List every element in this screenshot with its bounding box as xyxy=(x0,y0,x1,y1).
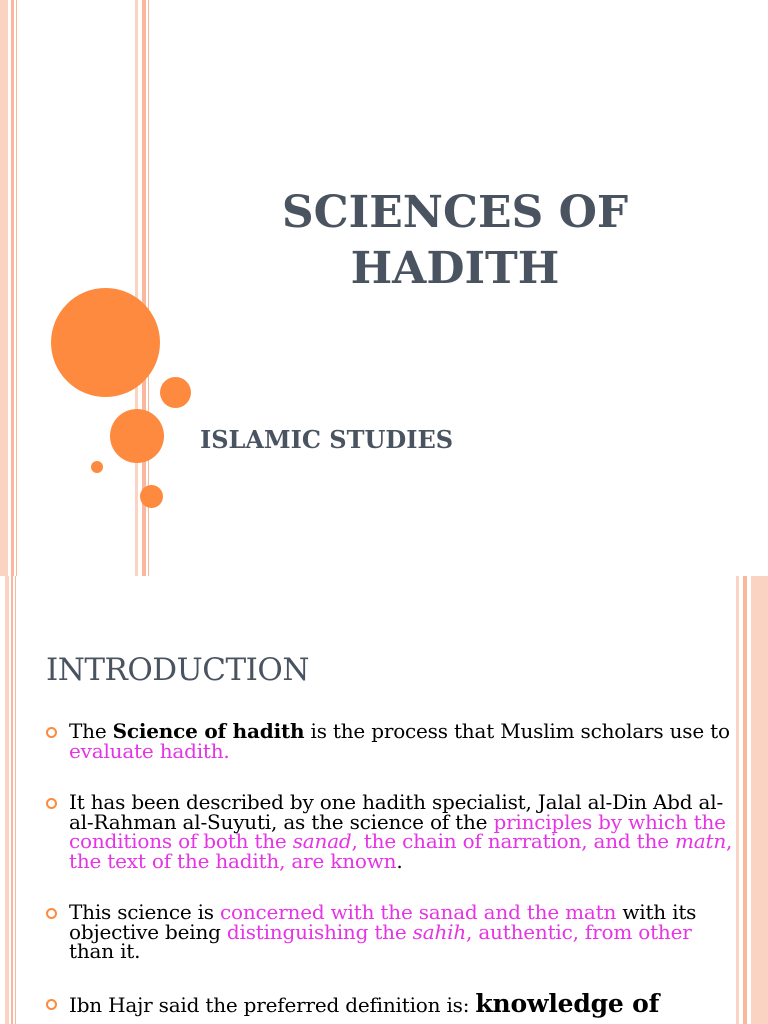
decorative-stripe xyxy=(11,0,14,576)
slide-subtitle: ISLAMIC STUDIES xyxy=(200,425,454,454)
bullet-text-highlight: concerned with the sanad and the matn xyxy=(220,900,617,924)
bullet-text: Ibn Hajr said the preferred definition is: xyxy=(69,992,476,1017)
slide-title-line-1: SCIENCES OF xyxy=(281,187,629,238)
decorative-stripe xyxy=(11,576,13,1024)
decorative-circle-small xyxy=(160,377,191,408)
bullet-text-highlight: distinguishing the xyxy=(226,919,413,944)
introduction-slide xyxy=(0,576,768,1024)
bullet-text: is the process that Muslim scholars use to xyxy=(304,719,730,743)
bullet-text-highlight-italic: matn xyxy=(675,829,727,853)
list-item xyxy=(46,790,736,873)
circle-bullet-icon xyxy=(46,727,57,738)
decorative-stripe xyxy=(736,576,739,1024)
decorative-circle-tiny xyxy=(91,461,103,473)
decorative-stripe xyxy=(5,576,9,1024)
decorative-stripe xyxy=(0,0,8,576)
bullet-text-highlight: evaluate hadith. xyxy=(69,738,230,763)
bullet-text-highlight: principles by which the conditions of both the xyxy=(69,809,726,853)
bullet-text: This science is xyxy=(69,900,221,924)
bullet-text-highlight: , the text of the hadith, are known xyxy=(69,829,733,873)
bullet-text-highlight: , the chain of narration, and the xyxy=(351,829,675,853)
decorative-circle-small xyxy=(140,485,163,508)
bullet-text-highlight-italic: sahih xyxy=(412,919,467,944)
bullet-text: than it. xyxy=(69,939,141,963)
list-item xyxy=(46,988,736,1018)
decorative-stripe xyxy=(135,0,138,576)
decorative-circle-large xyxy=(51,288,160,397)
bullet-text-bold-large: knowledge of xyxy=(475,988,660,1018)
bullet-text: It has been described by one hadith specialist, Jalal al-Din Abd al-al-Rahman al-Suyuti, as the science of the xyxy=(69,790,724,834)
circle-bullet-icon xyxy=(46,908,57,919)
slide-title-line-2: HADITH xyxy=(350,243,560,294)
bullet-list xyxy=(46,719,736,1024)
decorative-stripe xyxy=(751,576,768,1024)
list-item xyxy=(46,719,736,763)
bullet-text: The xyxy=(69,719,113,743)
bullet-text-highlight-italic: sanad xyxy=(292,829,352,853)
slide-title: INTRODUCTION xyxy=(46,652,309,688)
bullet-text: with its objective being xyxy=(69,900,697,944)
decorative-circle-medium xyxy=(110,409,164,463)
bullet-text: . xyxy=(396,848,403,873)
bullet-text-highlight: , authentic, from other xyxy=(466,919,692,944)
bullet-text-bold: Science of hadith xyxy=(112,719,305,743)
decorative-stripe xyxy=(15,576,16,1024)
list-item xyxy=(46,900,736,963)
circle-bullet-icon xyxy=(46,798,57,809)
slide-title xyxy=(230,185,680,297)
circle-bullet-icon xyxy=(46,999,57,1010)
decorative-stripe xyxy=(743,576,747,1024)
decorative-stripe xyxy=(16,0,17,576)
